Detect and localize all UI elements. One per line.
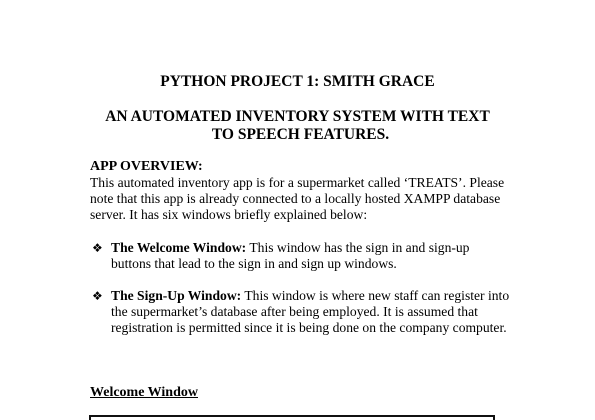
subtitle-line-2: TO SPEECH FEATURES. <box>211 126 390 143</box>
bullet-label: The Sign-Up Window: <box>111 288 242 303</box>
bullet-description: This window is where new staff can register into the supermarket’s database after being employed. It is assumed that registration is permitted since it is being done on the company computer. <box>111 288 510 335</box>
diamond-bullet-icon: ❖ <box>92 289 103 303</box>
subtitle-line-1: AN AUTOMATED INVENTORY SYSTEM WITH TEXT <box>105 108 490 125</box>
bullet-text <box>111 288 510 336</box>
bullet-sign-up-window <box>90 288 510 336</box>
project-title: PYTHON PROJECT 1: SMITH GRACE <box>160 73 435 90</box>
bullet-label: The Welcome Window: <box>111 240 247 255</box>
diamond-bullet-icon: ❖ <box>92 241 103 255</box>
screenshot-frame <box>89 415 495 420</box>
bullet-welcome-window <box>90 240 510 272</box>
overview-heading: APP OVERVIEW: <box>90 159 203 174</box>
bullet-description: This window has the sign in and sign-up buttons that lead to the sign in and sign up windows. <box>111 240 470 271</box>
overview-paragraph: This automated inventory app is for a supermarket called ‘TREATS’. Please note that this app is already connected to a locally hosted XAMPP database server. It has six windows briefly explained below: <box>90 175 505 222</box>
section-heading-welcome-window: Welcome Window <box>90 385 198 400</box>
bullet-text <box>111 240 510 272</box>
